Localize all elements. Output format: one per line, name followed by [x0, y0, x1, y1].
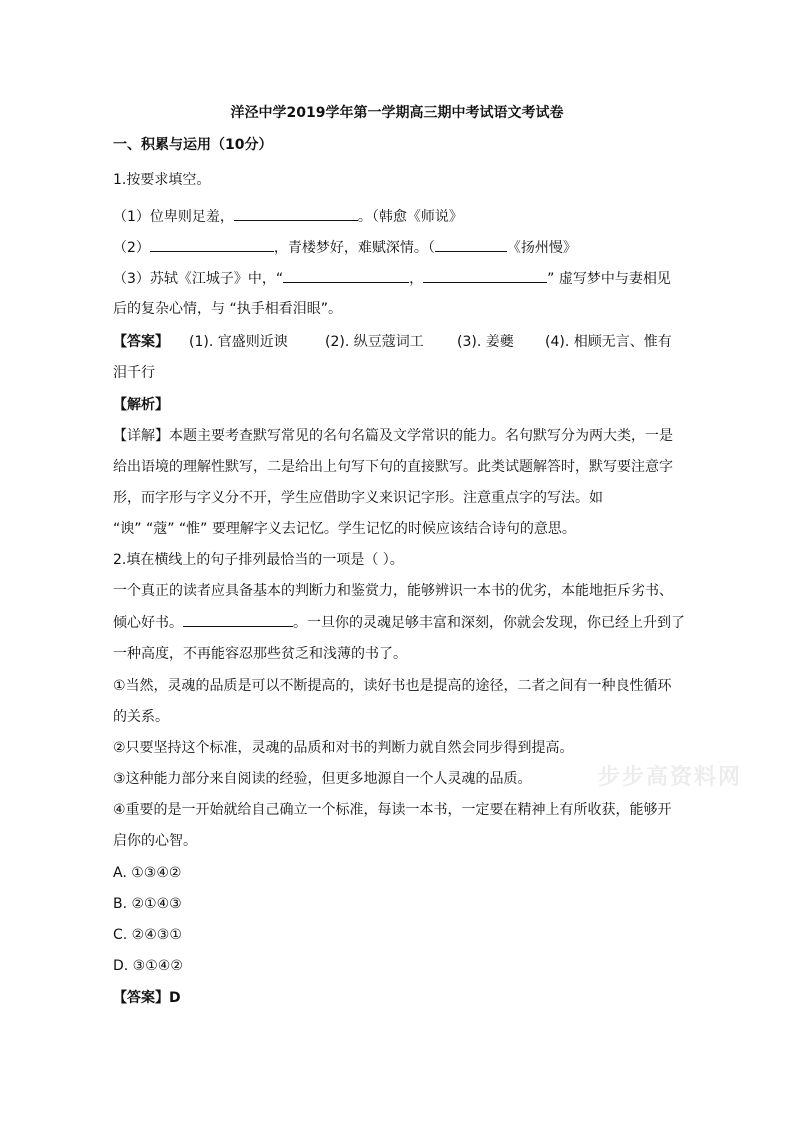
sentence-2: ②只要坚持这个标准，灵魂的品质和对书的判断力就自然会同步得到提高。	[113, 740, 574, 756]
text: （2）	[113, 240, 150, 256]
option-b: B. ②①④③	[113, 896, 182, 912]
q1-line-1	[113, 206, 463, 227]
exam-title: 洋泾中学2019学年第一学期高三期中考试语文考试卷	[230, 105, 564, 121]
text: 《扬州慢》	[506, 240, 577, 256]
detail-text: “谀” “蔻” “惟” 要理解字义去记忆。学生记忆的时候应该结合诗句的意思。	[113, 521, 576, 537]
text: 倾心好书。	[113, 615, 183, 631]
text: （3）苏轼《江城子》中，“	[113, 271, 284, 287]
detail-text: 给出语境的理解性默写，二是给出上句写下句的直接默写。此类试题解答时，默写要注意字	[113, 459, 673, 475]
q1-answer-cont: 泪千行	[113, 365, 155, 381]
blank-line	[234, 206, 358, 221]
text: （1）位卑则足羞，	[113, 209, 234, 225]
answer-item: (2). 纵豆蔻词工	[325, 334, 424, 350]
sentence-3: ③这种能力部分来自阅读的经验，但更多地源自一个人灵魂的品质。	[113, 771, 532, 787]
q1-answer	[113, 332, 672, 352]
sentence-4-cont: 启你的心智。	[113, 833, 197, 849]
answer-item: (1). 官盛则近谀	[189, 334, 288, 350]
blank-line	[423, 268, 547, 283]
watermark: 步步高资料网	[598, 765, 743, 790]
q1-line-3	[113, 268, 671, 289]
q1-line-2	[113, 237, 577, 258]
text: ” 虚写梦中与妻相见	[547, 271, 671, 287]
sentence-1: ①当然，灵魂的品质是可以不断提高的，读好书也是提高的途径，二者之间有一种良性循环	[113, 678, 672, 694]
q1-line-3-cont: 后的复杂心情，与 “执手相看泪眼”。	[113, 301, 342, 317]
q2-passage	[113, 612, 685, 633]
q2-answer: 【答案】D	[113, 990, 181, 1006]
detail-text: 形，而字形与字义分不开，学生应借助字义来识记字形。注意重点字的写法。如	[113, 490, 603, 506]
blank-line	[150, 237, 274, 252]
q1-stem: 1.按要求填空。	[113, 172, 211, 188]
detail-text: 【详解】本题主要考查默写常见的名句名篇及文学常识的能力。名句默写分为两大类，一是	[113, 428, 673, 444]
section-heading: 一、积累与运用（10分）	[113, 137, 273, 153]
text: ，	[409, 271, 424, 287]
text: 。一旦你的灵魂足够丰富和深刻，你就会发现，你已经上升到了	[293, 615, 685, 631]
sentence-1-cont: 的关系。	[113, 709, 169, 725]
q2-passage: 一种高度，不再能容忍那些贫乏和浅薄的书了。	[113, 646, 407, 662]
option-c: C. ②④③①	[113, 927, 182, 943]
q2-stem: 2.填在横线上的句子排列最恰当的一项是（ ）。	[113, 552, 404, 568]
q2-passage: 一个真正的读者应具备基本的判断力和鉴赏力，能够辨识一本书的优劣，本能地拒斥劣书、	[113, 583, 673, 599]
answer-label: 【答案】	[113, 334, 169, 350]
analysis-label: 【解析】	[113, 397, 169, 413]
option-d: D. ③①④②	[113, 958, 183, 974]
answer-item: (4). 相顾无言、惟有	[545, 334, 672, 350]
blank-line	[183, 612, 293, 627]
option-a: A. ①③④②	[113, 865, 182, 881]
blank-line	[435, 237, 507, 252]
blank-line	[283, 268, 409, 283]
text: 。（韩愈《师说》	[357, 209, 463, 225]
sentence-4: ④重要的是一开始就给自己确立一个标准，每读一本书，一定要在精神上有所收获，能够开	[113, 802, 672, 818]
text: ，青楼梦好，难赋深情。（	[273, 240, 435, 256]
answer-item: (3). 姜夔	[457, 334, 514, 350]
